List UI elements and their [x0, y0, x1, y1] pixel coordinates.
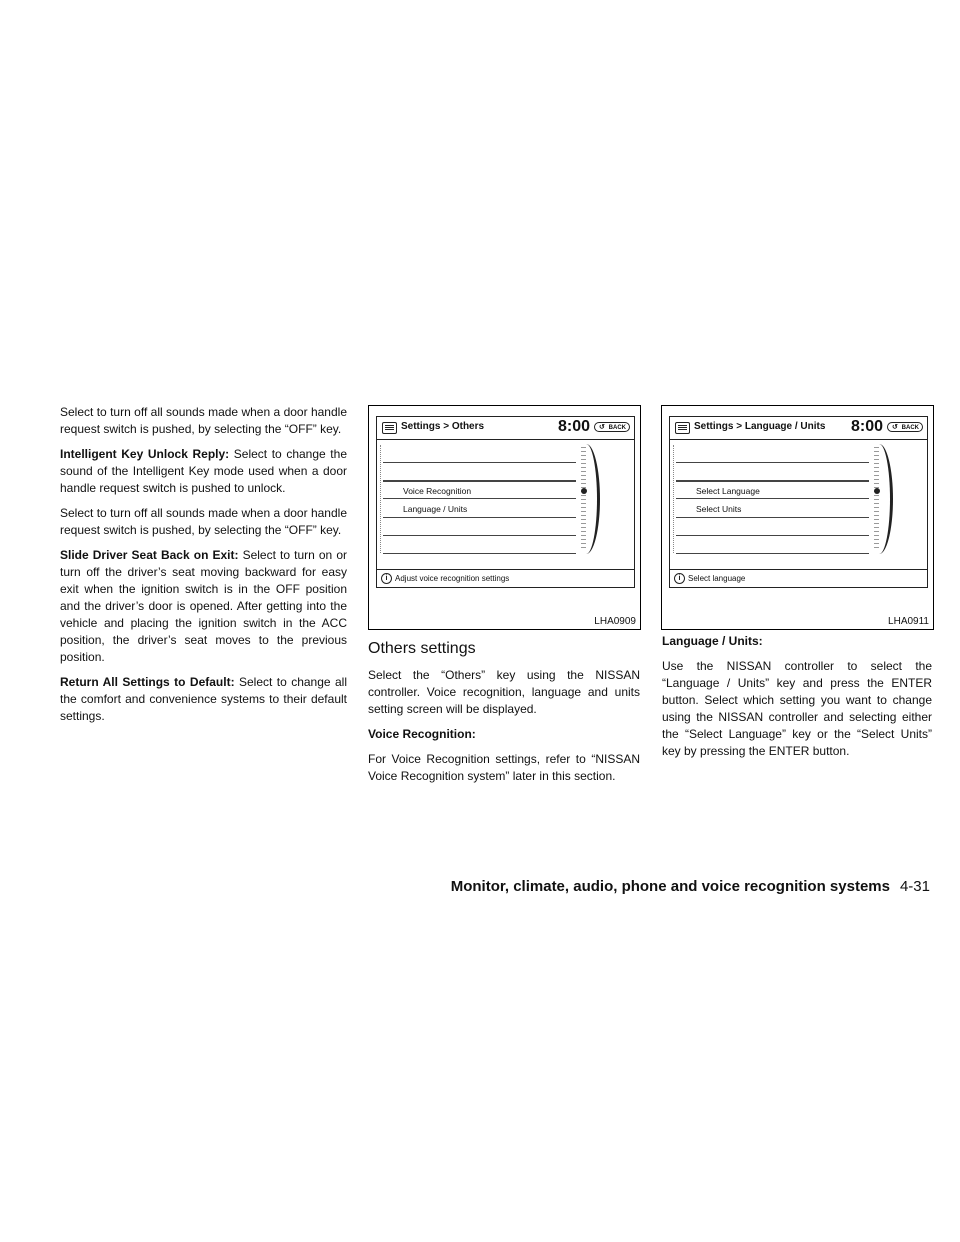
- scroll-position-dot: [581, 488, 587, 494]
- desc-return-defaults: Select to change all the comfort and convenience systems to their default settings.: [60, 675, 347, 723]
- display-screen: [669, 416, 928, 588]
- scroll-position-dot: [874, 488, 880, 494]
- menu-row-empty: [676, 536, 869, 554]
- screen-header: [377, 417, 634, 440]
- paragraph-return-defaults: [60, 674, 347, 725]
- menu-row-empty: [383, 536, 576, 554]
- figure-code: LHA0909: [594, 616, 636, 627]
- info-text: Select language: [688, 574, 746, 583]
- screen-info-bar: [670, 569, 927, 587]
- menu-row-empty: [676, 445, 869, 463]
- menu-item-voice-recognition: Voice Recognition: [383, 481, 576, 499]
- menu-row-empty: [676, 518, 869, 536]
- figure-language-units-screen: [661, 405, 934, 630]
- page-footer: [451, 878, 930, 895]
- paragraph-off-key-1: Select to turn off all sounds made when a door handle request switch is pushed, by selecting the “OFF” key.: [60, 405, 347, 436]
- page-number: 4-31: [899, 878, 930, 895]
- figure-code: LHA0911: [888, 616, 929, 627]
- back-arrow-icon: ↺: [892, 424, 898, 431]
- display-screen: [376, 416, 635, 588]
- menu-row-empty: [383, 518, 576, 536]
- back-button: [887, 422, 923, 432]
- menu-item-language-units: Language / Units: [383, 500, 576, 518]
- screen-clock: 8:00: [850, 418, 883, 435]
- paragraph-language-units: Use the NISSAN controller to select the “Language / Units” key and press the ENTER button. Select which setting you want to change using the NISSAN controller and selecting either the “Select Language” key or the “Select Units” key by pressing the ENTER button.: [662, 659, 932, 758]
- back-label: BACK: [901, 425, 919, 431]
- info-icon: i: [674, 573, 685, 584]
- screen-breadcrumb: Settings > Others: [401, 421, 485, 432]
- screen-header: [670, 417, 927, 440]
- settings-menu-icon: [382, 422, 397, 434]
- desc-slide-driver-seat: Select to turn on or turn off the driver’s seat moving backward for easy exit when the ignition switch is in the OFF position and the driver’s door is opened. After getting into the vehicle and placing the ignition switch in the ACC position, the driver’s seat moves to the previous position.: [60, 548, 347, 664]
- menu-item-select-units: Select Units: [676, 500, 869, 518]
- scroll-arc: [577, 444, 600, 554]
- term-return-defaults: Return All Settings to Default:: [60, 675, 235, 689]
- column-middle: [368, 633, 640, 793]
- paragraph-slide-seat: [60, 547, 347, 666]
- desc-intelligent-key-unlock-reply: Select to change the sound of the Intelligent Key mode used when a door handle request switch is pushed to unlock.: [60, 447, 347, 495]
- figure-others-screen: [368, 405, 641, 630]
- column-right: [662, 633, 932, 768]
- subheading-language-units: Language / Units:: [662, 634, 763, 648]
- info-text: Adjust voice recognition settings: [395, 574, 510, 583]
- screen-breadcrumb: Settings > Language / Units: [694, 421, 826, 432]
- term-slide-driver-seat: Slide Driver Seat Back on Exit:: [60, 548, 239, 562]
- subheading-voice-recognition: Voice Recognition:: [368, 727, 476, 741]
- menu-item-select-language: Select Language: [676, 481, 869, 499]
- settings-menu-icon: [675, 422, 690, 434]
- paragraph-off-key-2: Select to turn off all sounds made when a door handle request switch is pushed, by selecting the “OFF” key.: [60, 506, 347, 537]
- menu-row-empty: [383, 463, 576, 481]
- column-left: [60, 404, 347, 733]
- paragraph-intelligent-key: [60, 446, 347, 497]
- info-icon: i: [381, 573, 392, 584]
- back-button: [594, 422, 630, 432]
- menu-row-empty: [676, 463, 869, 481]
- section-heading-others-settings: Others settings: [368, 640, 476, 657]
- screen-clock: 8:00: [557, 418, 590, 435]
- scroll-arc: [870, 444, 893, 554]
- footer-chapter-title: Monitor, climate, audio, phone and voice recognition systems: [450, 878, 890, 895]
- paragraph-others-intro: Select the “Others” key using the NISSAN controller. Voice recognition, language and units setting screen will be displayed.: [368, 668, 640, 716]
- back-arrow-icon: ↺: [599, 424, 605, 431]
- screen-info-bar: [377, 569, 634, 587]
- menu-row-empty: [383, 445, 576, 463]
- paragraph-voice-recognition: For Voice Recognition settings, refer to “NISSAN Voice Recognition system” later in this section.: [368, 752, 640, 783]
- back-label: BACK: [608, 425, 626, 431]
- term-intelligent-key-unlock-reply: Intelligent Key Unlock Reply:: [60, 447, 230, 461]
